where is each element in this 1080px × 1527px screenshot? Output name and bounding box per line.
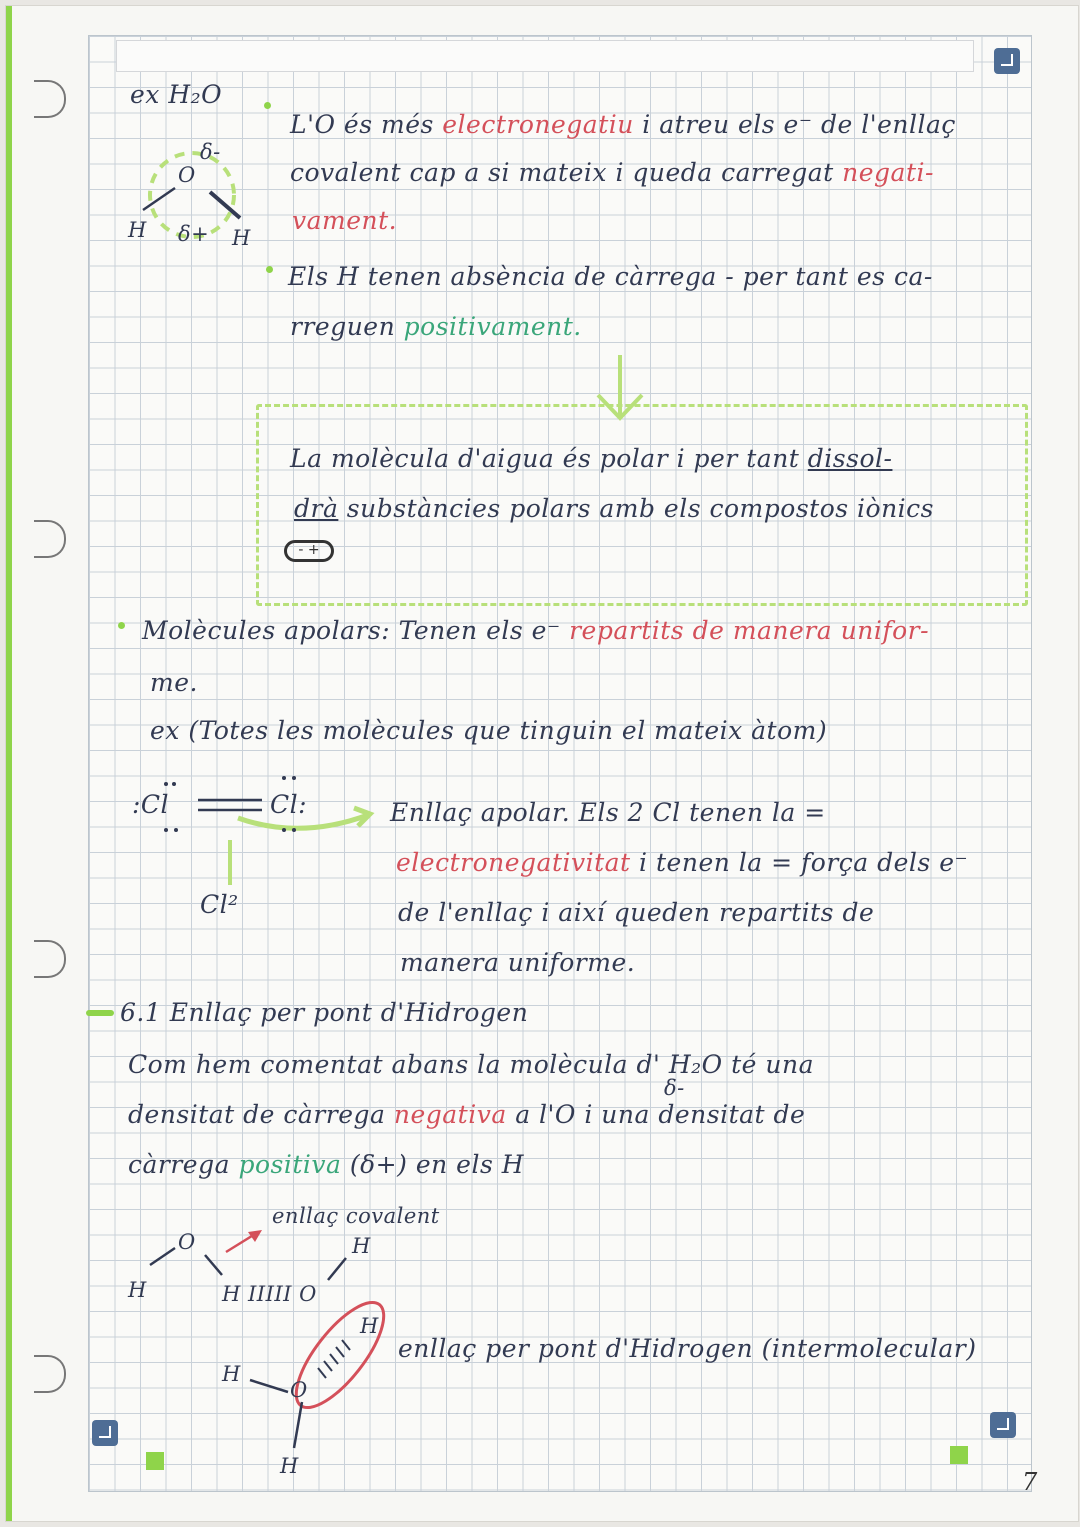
hydrogen-label: H <box>280 1454 299 1478</box>
conclusion-line-1: La molècula d'aigua és polar i per tant dissol- <box>290 444 893 473</box>
hydrogen-label: H <box>222 1362 241 1386</box>
bullet <box>264 102 271 109</box>
polar-line-1: L'O és més electronegatiu i atreu els e⁻ de l'enllaç <box>290 110 956 139</box>
charge-pill-icon: - + <box>284 540 334 562</box>
apolar-expl-3: de l'enllaç i així queden repartits de <box>398 898 875 927</box>
page-number: 7 <box>1022 1468 1038 1496</box>
polar-line-3: vament. <box>292 206 398 235</box>
polar-line-2: covalent cap a si mateix i queda carregat negati- <box>290 158 934 187</box>
apolar-expl-1: Enllaç apolar. Els 2 Cl tenen la = <box>390 798 826 827</box>
section-p1: Com hem comentat abans la molècula d' H₂O té una <box>128 1050 814 1079</box>
hydrogen-left-label: H <box>128 218 147 242</box>
section-p3: càrrega positiva (δ+) en els H <box>128 1150 525 1179</box>
cl2-label: Cl² <box>200 890 239 919</box>
hydrogen-label: H <box>352 1234 371 1258</box>
bullet <box>118 622 125 629</box>
bullet <box>266 266 273 273</box>
oxygen-label: O <box>178 1230 196 1254</box>
oh-bond-left <box>143 188 175 210</box>
hbond-chain: H IIIII O <box>222 1282 317 1306</box>
red-arrow-icon <box>226 1234 255 1252</box>
section-marker <box>86 1010 114 1016</box>
delta-minus-label: δ- <box>200 140 221 164</box>
hydrogen-label: H <box>360 1314 379 1338</box>
cl-left-label: :Cl <box>132 790 170 819</box>
oxygen-label: O <box>290 1378 308 1402</box>
apolar-line-2: me. <box>150 668 198 697</box>
delta-minus-label: δ- <box>664 1076 685 1100</box>
apolar-expl-4: manera uniforme. <box>400 948 636 977</box>
cl-right-label: Cl: <box>270 790 308 819</box>
apolar-expl-2: electronegativitat i tenen la = força dels e⁻ <box>396 848 969 877</box>
polar-line-4: Els H tenen absència de càrrega - per tant es ca- <box>288 262 933 291</box>
example-label: ex H₂O <box>130 80 223 109</box>
hbond-description: enllaç per pont d'Hidrogen (intermolecular) <box>398 1334 977 1363</box>
section-p2: densitat de càrrega negativa a l'O i una densitat de <box>128 1100 806 1129</box>
covalent-bond-label: enllaç covalent <box>272 1204 440 1228</box>
hydrogen-label: H <box>128 1278 147 1302</box>
bond-line <box>150 1248 175 1265</box>
polar-line-5: rreguen positivament. <box>290 312 582 341</box>
delta-plus-label: δ+ <box>178 222 210 246</box>
conclusion-line-2: drà substàncies polars amb els compostos iònics <box>294 494 934 523</box>
apolar-example: ex (Totes les molècules que tinguin el mateix àtom) <box>150 716 828 745</box>
hydrogen-right-label: H <box>232 226 251 250</box>
section-title: 6.1 Enllaç per pont d'Hidrogen <box>120 998 529 1027</box>
apolar-line-1: Molècules apolars: Tenen els e⁻ repartits de manera unifor- <box>142 616 930 645</box>
oxygen-label: O <box>178 163 196 187</box>
